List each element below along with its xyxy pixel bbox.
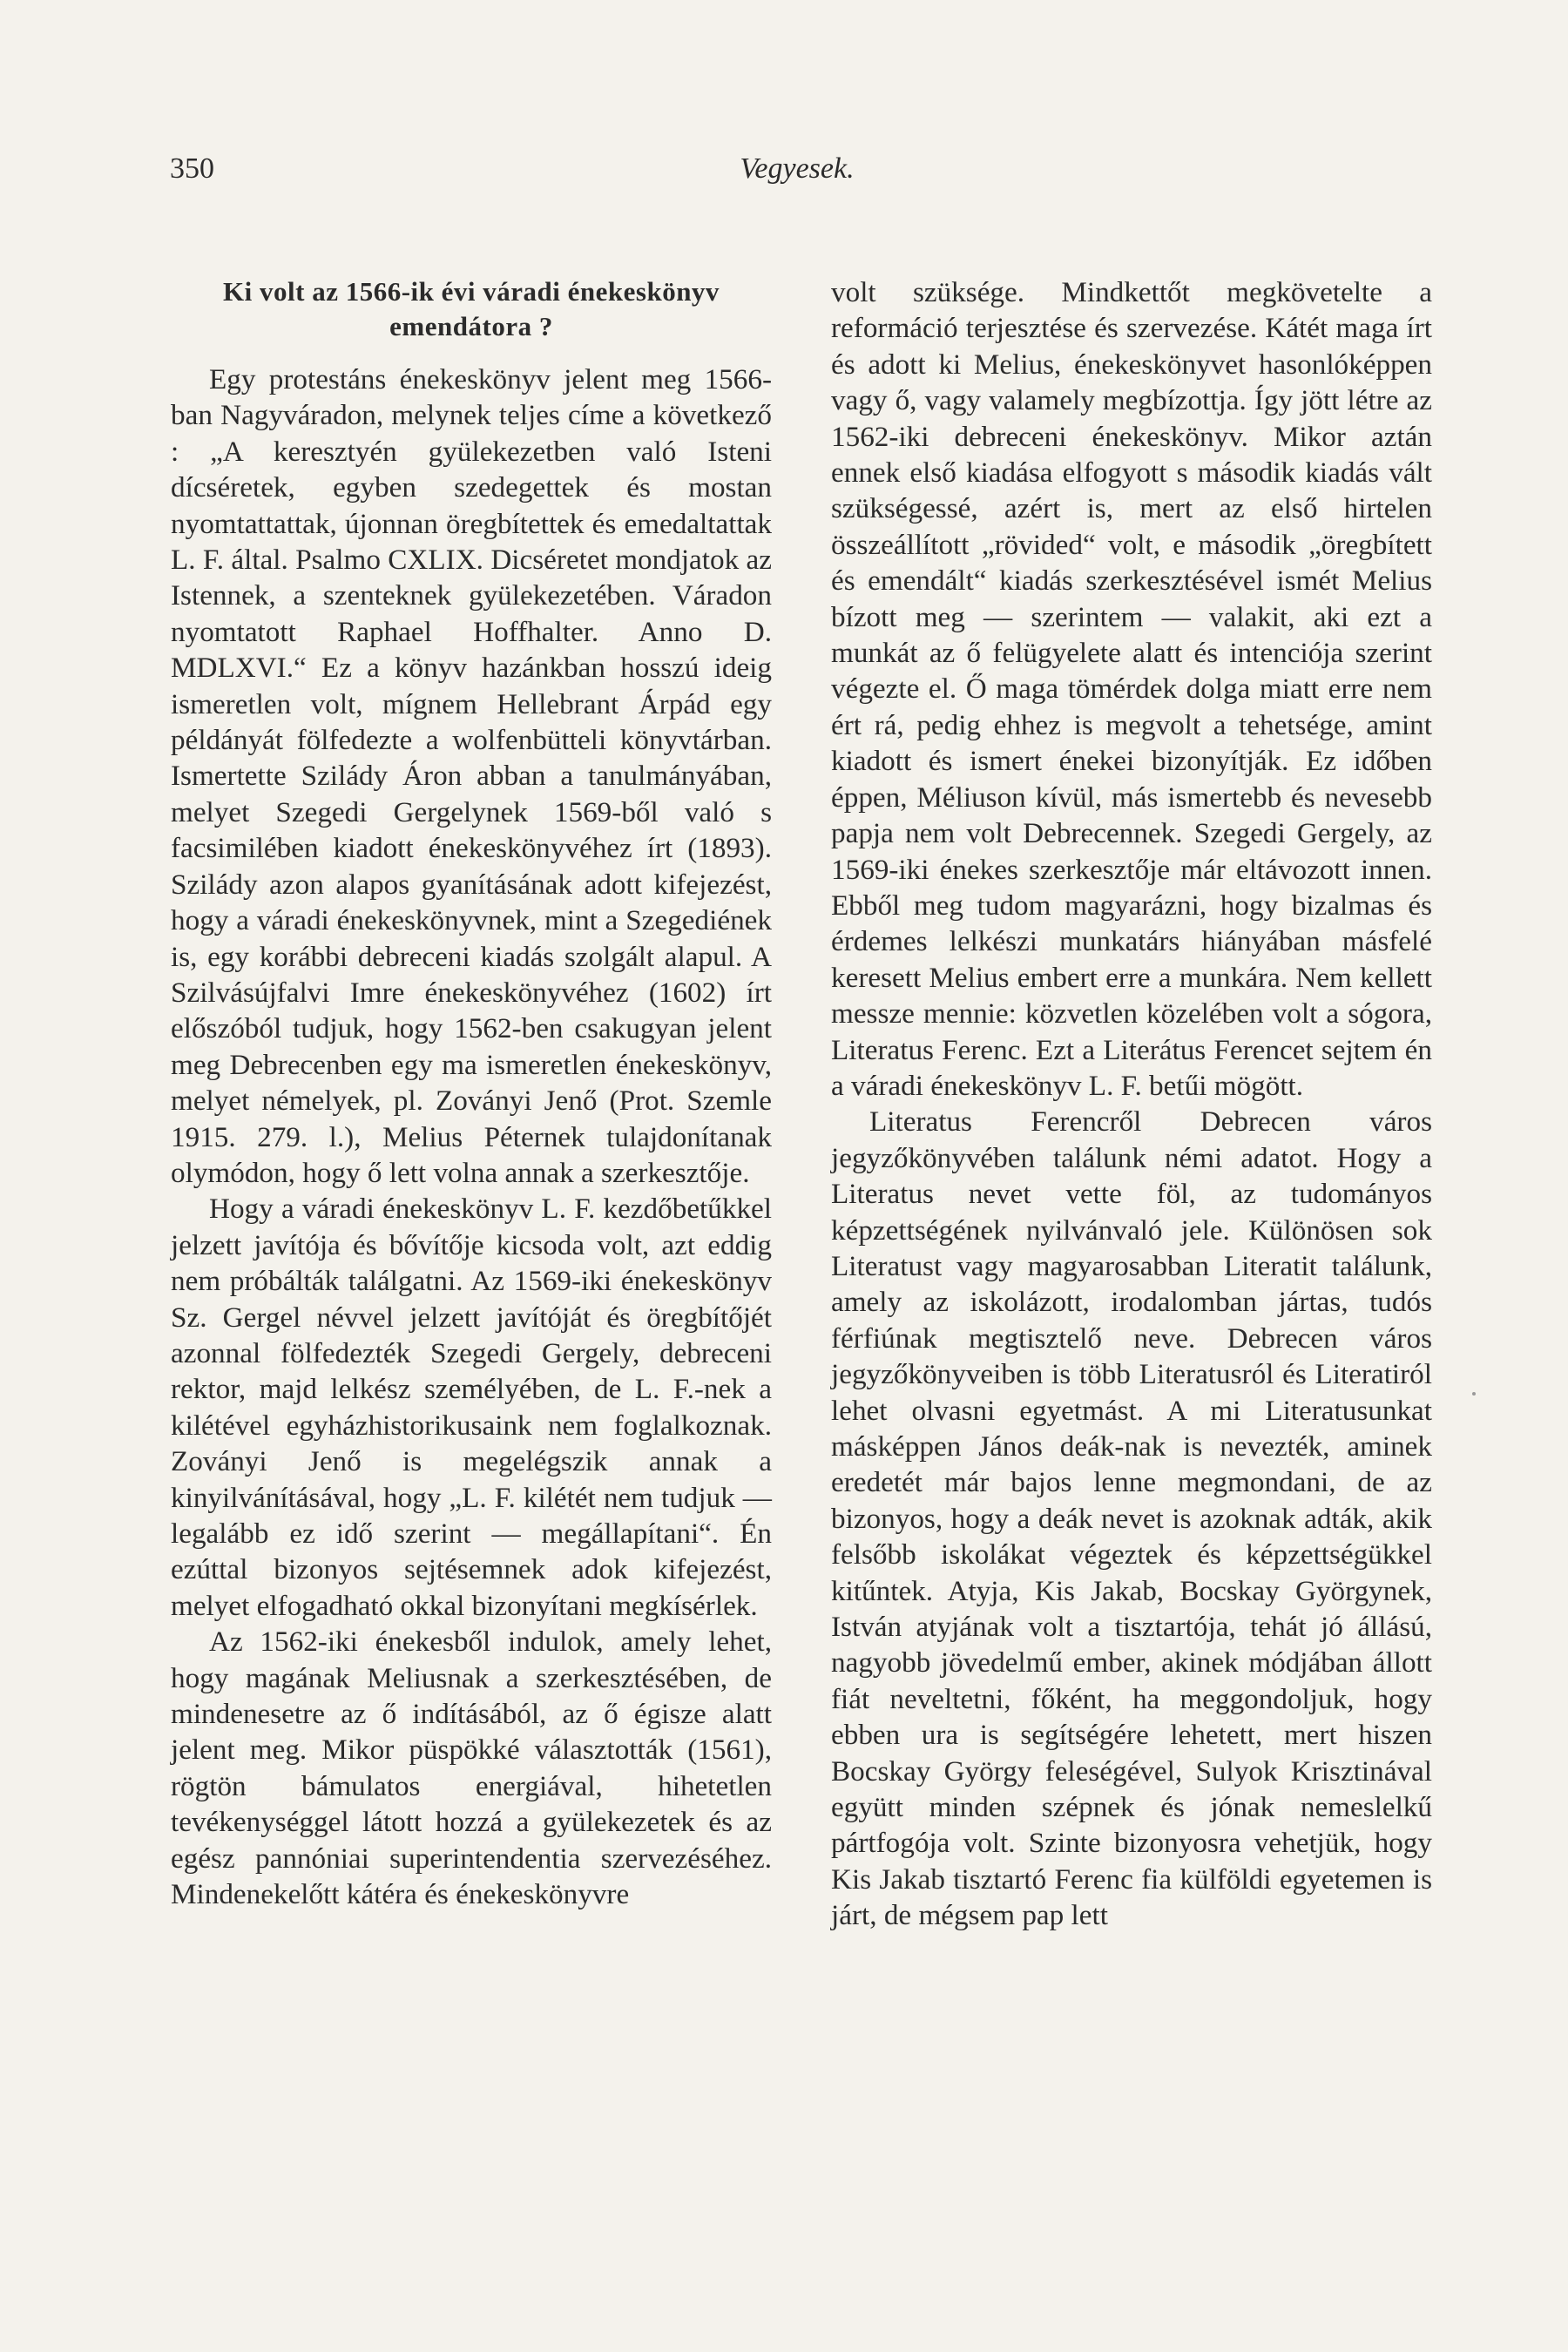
- margin-speck: [1472, 1392, 1476, 1396]
- page-header: [170, 152, 1424, 196]
- paragraph: Egy protestáns énekeskönyv jelent meg 1566-ban Nagyváradon, melynek teljes címe a következő : „A keresztyén gyülekezetben való Isteni dícséretek, egyben szedegettek és mostan nyomtattattak, újonnan öregbítettek és emedaltattak L. F. által. Psalmo CXLIX. Dicséretet mondjatok az Istennek, a szenteknek gyülekezetében. Váradon nyomtatott Raphael Hoffhalter. Anno D. MDLXVI.“ Ez a könyv hazánkban hosszú ideig ismeretlen volt, mígnem Hellebrant Árpád egy példányát fölfedezte a wolfenbütteli könyvtárban. Ismertette Szilády Áron abban a tanulmányában, melyet Szegedi Gergelynek 1569-ből való s facsimilében kiadott énekeskönyvéhez írt (1893). Szilády azon alapos gyanításának adott kifejezést, hogy a váradi énekeskönyvnek, mint a Szegediének is, egy korábbi debreceni kiadás szolgált alapul. A Szilvásújfalvi Imre énekeskönyvéhez (1602) írt előszóból tudjuk, hogy 1562-ben csakugyan jelent meg Debrecenben egy ma ismeretlen énekeskönyv, melyet némelyek, pl. Zoványi Jenő (Prot. Szemle 1915. 279. l.), Melius Péternek tulajdonítanak olymódon, hogy ő lett volna annak a szerkesztője.: [171, 363, 772, 1189]
- paragraph: Hogy a váradi énekeskönyv L. F. kezdőbetűkkel jelzett javítója és bővítője kicsoda volt, azt eddig nem próbálták találgatni. Az 1569-iki énekeskönyv Sz. Gergel névvel jelzett javítóját és öregbítőjét azonnal fölfedezték Szegedi Gergely, debreceni rektor, majd lelkész személyében, de L. F.-nek a kilétével egyházhistorikusaink nem foglalkoznak. Zoványi Jenő is megelégszik annak a kinyilvánításával, hogy „L. F. kilétét nem tudjuk — legalább ez idő szerint — megállapítani“. Én ezúttal bizonyos sejtésemnek adok kifejezést, melyet elfogadható okkal bizonyítani megkísérlek.: [171, 1193, 772, 1622]
- right-column: [831, 274, 1432, 1934]
- running-title: Vegyesek.: [740, 152, 855, 185]
- page-number: 350: [170, 152, 214, 185]
- article-title: Ki volt az 1566-ik évi váradi énekeskönyv emendátora ?: [223, 276, 720, 341]
- paragraph: volt szüksége. Mindkettőt megkövetelte a reformáció terjesztése és szervezése. Kátét maga írt és adott ki Melius, énekeskönyvet hasonlóképpen vagy ő, vagy valamely megbízottja. Így jött létre az 1562-iki debreceni énekeskönyv. Mikor aztán ennek első kiadása elfogyott s második kiadás vált szükségessé, azért is, mert az első hirtelen összeállított „rövided“ volt, e második „öregbített és emendált“ kiadás szerkesztésével ismét Melius bízott meg — szerintem — valakit, aki ezt a munkát az ő felügyelete alatt és intenciója szerint végezte el. Ő maga tömérdek dolga miatt erre nem ért rá, pedig ehhez is megvolt a tehetsége, amint kiadott és ismert énekei bizonyítják. Ez időben éppen, Méliuson kívül, más ismertebb és nevesebb papja nem volt Debrecennek. Szegedi Gergely, az 1569-iki énekes szerkesztője már eltávozott innen. Ebből meg tudom magyarázni, hogy bizalmas és érdemes lelkészi munkatárs hiányában másfelé keresett Melius embert erre a munkára. Nem kellett messze mennie: közvetlen közelében volt a sógora, Literatus Ferenc. Ezt a Literátus Ferencet sejtem én a váradi énekeskönyv L. F. betűi mögött.: [831, 276, 1432, 1102]
- paragraph: Az 1562-iki énekesből indulok, amely lehet, hogy magának Meliusnak a szerkesztésében, de mindenesetre az ő indításából, az ő égisze alatt jelent meg. Mikor püspökké választották (1561), rögtön bámulatos energiával, hihetetlen tevékenységgel látott hozzá a gyülekezetek és az egész pannóniai superintendentia szervezéséhez. Mindenekelőtt kátéra és énekeskönyvre: [171, 1625, 772, 1911]
- left-column: [171, 274, 772, 1912]
- paragraph: Literatus Ferencről Debrecen város jegyzőkönyvében találunk némi adatot. Hogy a Literatus nevet vette föl, az tudományos képzettségének nyilvánvaló jele. Különösen sok Literatust vagy magyarosabban Literatit találunk, amely az iskolázott, irodalomban jártas, tudós férfiúnak megtisztelő neve. Debrecen város jegyzőkönyveiben is több Literatusról és Literatiról lehet olvasni egyetmást. A mi Literatusunkat másképpen János deák-nak is nevezték, aminek eredetét már bajos lenne megmondani, de az bizonyos, hogy a deák nevet is azoknak adták, akik felsőbb iskolákat végeztek és képzettségükkel kitűntek. Atyja, Kis Jakab, Bocskay Györgynek, István atyjának volt a tisztartója, tehát jó állású, nagyobb jövedelmű ember, akinek módjában állott fiát neveltetni, főként, ha meggondoljuk, hogy ebben ura is segítségére lehetett, mert hiszen Bocskay György feleségével, Sulyok Krisztinával együtt minden szépnek és jónak nemeslelkű pártfogója volt. Szinte bizonyosra vehetjük, hogy Kis Jakab tisztartó Ferenc fia külföldi egyetemen is járt, de mégsem pap lett: [831, 1105, 1432, 1932]
